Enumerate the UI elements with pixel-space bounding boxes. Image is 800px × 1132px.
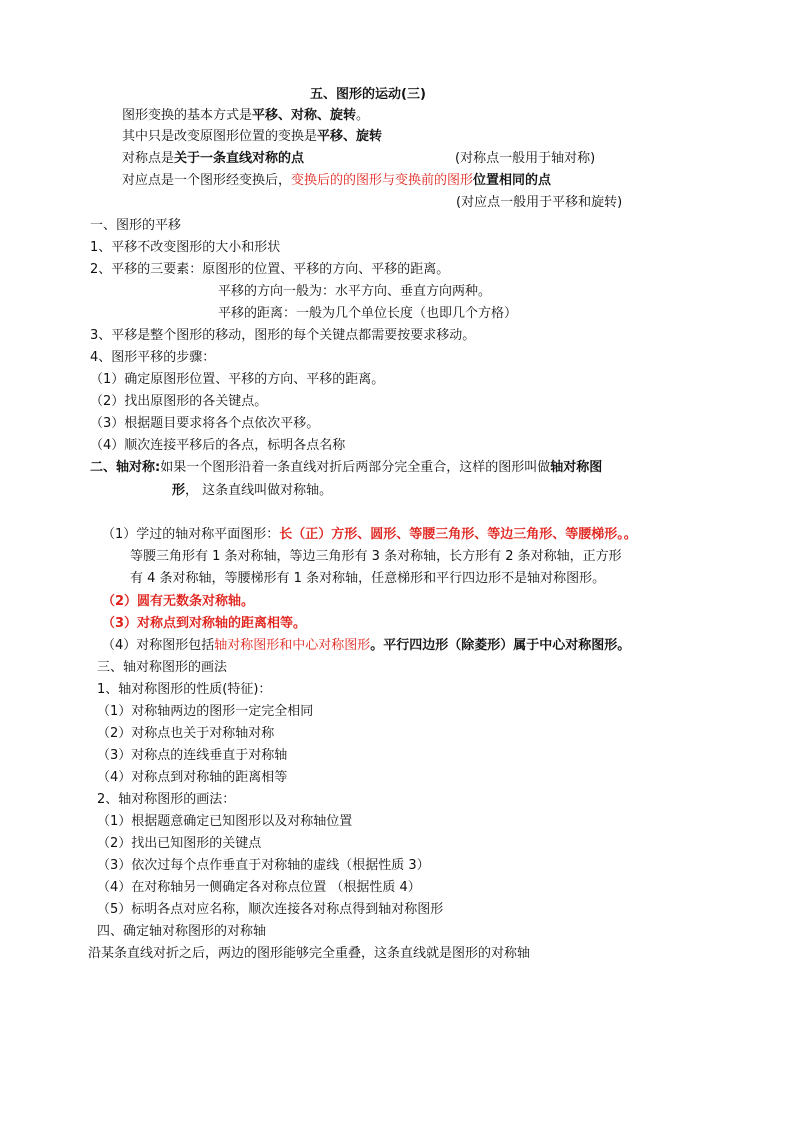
sec3-method-3: （3）依次过每个点作垂直于对称轴的虚线（根据性质 3） <box>97 858 430 873</box>
intro-emphasis: 平移、对称、旋转 <box>252 108 357 123</box>
doc-title: 五、图形的运动(三) <box>310 87 426 102</box>
sec1-item-4: 4、图形平移的步骤： <box>90 350 216 365</box>
sec1-item-3: 3、平移是整个图形的移动，图形的每个关键点都需要按要求移动。 <box>90 328 476 343</box>
sec2-point-4 <box>102 637 630 655</box>
sec2-heading: 二、轴对称: <box>90 460 161 475</box>
sec3-subheading-1: 1、轴对称图形的性质(特征)： <box>97 682 272 697</box>
intro-note-corresponding-point: (对应点一般用于平移和旋转) <box>456 195 623 210</box>
sec1-item-2: 2、平移的三要素：原图形的位置、平移的方向、平移的距离。 <box>90 262 450 277</box>
sec2-def-emphasis: 形 <box>172 483 186 498</box>
sec1-step-4: （4）顺次连接平移后的各点，标明各点名称 <box>90 438 346 453</box>
intro-emphasis: 平移、旋转 <box>317 129 383 144</box>
sec2-definition-line-2 <box>172 482 332 500</box>
sec2-point-1-detail-b: 有 4 条对称轴，等腰梯形有 1 条对称轴，任意梯形和平行四边形不是轴对称图形。 <box>130 571 606 586</box>
sec1-item-2b: 平移的距离：一般为几个单位长度（也即几个方格） <box>218 306 518 321</box>
sec2-point-3: （3）对称点到对称轴的距离相等。 <box>102 616 307 631</box>
intro-line-4 <box>122 172 551 190</box>
sec1-step-1: （1）确定原图形位置、平移的方向、平移的距离。 <box>90 372 385 387</box>
sec1-item-1: 1、平移不改变图形的大小和形状 <box>90 240 281 255</box>
sec1-heading: 一、图形的平移 <box>90 218 182 233</box>
sec2-point-1-detail-a: 等腰三角形有 1 条对称轴，等边三角形有 3 条对称轴，长方形有 2 条对称轴，正方形 <box>130 549 622 564</box>
sec3-method-5: （5）标明各点对应名称，顺次连接各对称点得到轴对称图形 <box>97 902 444 917</box>
sec2-definition-line-1 <box>90 459 602 477</box>
sec2-red-emphasis: 长（正）方形、圆形、等腰三角形、等边三角形、等腰梯形。。 <box>279 527 637 542</box>
sec2-def-emphasis: 轴对称图 <box>550 460 603 475</box>
sec1-step-2: （2）找出原图形的各关键点。 <box>90 394 268 409</box>
intro-text: 对称点是 <box>122 151 175 166</box>
sec3-property-2: （2）对称点也关于对称轴对称 <box>97 726 275 741</box>
intro-text: 。 <box>356 108 370 123</box>
sec3-property-3: （3）对称点的连线垂直于对称轴 <box>97 748 288 763</box>
intro-emphasis: 位置相同的点 <box>473 173 552 188</box>
intro-text: 其中只是改变原图形位置的变换是 <box>122 129 318 144</box>
intro-note-symmetric-point: (对称点一般用于轴对称) <box>455 151 596 166</box>
intro-red-text: 变换后的的图形与变换前的图形 <box>291 173 474 188</box>
intro-emphasis: 关于一条直线对称的点 <box>174 151 305 166</box>
intro-text: 对应点是一个图形经变换后， <box>122 173 292 188</box>
intro-text: 图形变换的基本方式是 <box>122 108 253 123</box>
sec2-emphasis: 。平行四边形（除菱形）属于中心对称图形。 <box>370 638 631 653</box>
sec1-step-3: （3）根据题目要求将各个点依次平移。 <box>90 416 320 431</box>
sec2-text: （1）学过的轴对称平面图形： <box>102 527 280 542</box>
sec2-text: （4）对称图形包括 <box>102 638 215 653</box>
sec4-heading: 四、确定轴对称图形的对称轴 <box>97 924 267 939</box>
sec3-property-1: （1）对称轴两边的图形一定完全相同 <box>97 704 314 719</box>
sec2-red-text: 轴对称图形和中心对称图形 <box>214 638 371 653</box>
intro-line-1 <box>122 107 369 125</box>
sec3-subheading-2: 2、轴对称图形的画法： <box>97 792 236 807</box>
sec2-point-1 <box>102 526 637 544</box>
sec4-text: 沿某条直线对折之后，两边的图形能够完全重叠，这条直线就是图形的对称轴 <box>88 946 531 961</box>
intro-line-3 <box>122 150 304 168</box>
sec3-method-2: （2）找出已知图形的关键点 <box>97 836 262 851</box>
sec3-heading: 三、轴对称图形的画法 <box>97 660 228 675</box>
sec2-def-text: ， 这条直线叫做对称轴。 <box>185 483 333 498</box>
sec3-method-1: （1）根据题意确定已知图形以及对称轴位置 <box>97 814 353 829</box>
intro-line-2 <box>122 128 382 146</box>
sec1-item-2a: 平移的方向一般为：水平方向、垂直方向两种。 <box>218 284 492 299</box>
sec3-method-4: （4）在对称轴另一侧确定各对称点位置 （根据性质 4） <box>97 880 421 895</box>
sec2-point-2: （2）圆有无数条对称轴。 <box>102 594 255 609</box>
sec2-def-text: 如果一个图形沿着一条直线对折后两部分完全重合，这样的图形叫做 <box>160 460 551 475</box>
sec3-property-4: （4）对称点到对称轴的距离相等 <box>97 770 288 785</box>
